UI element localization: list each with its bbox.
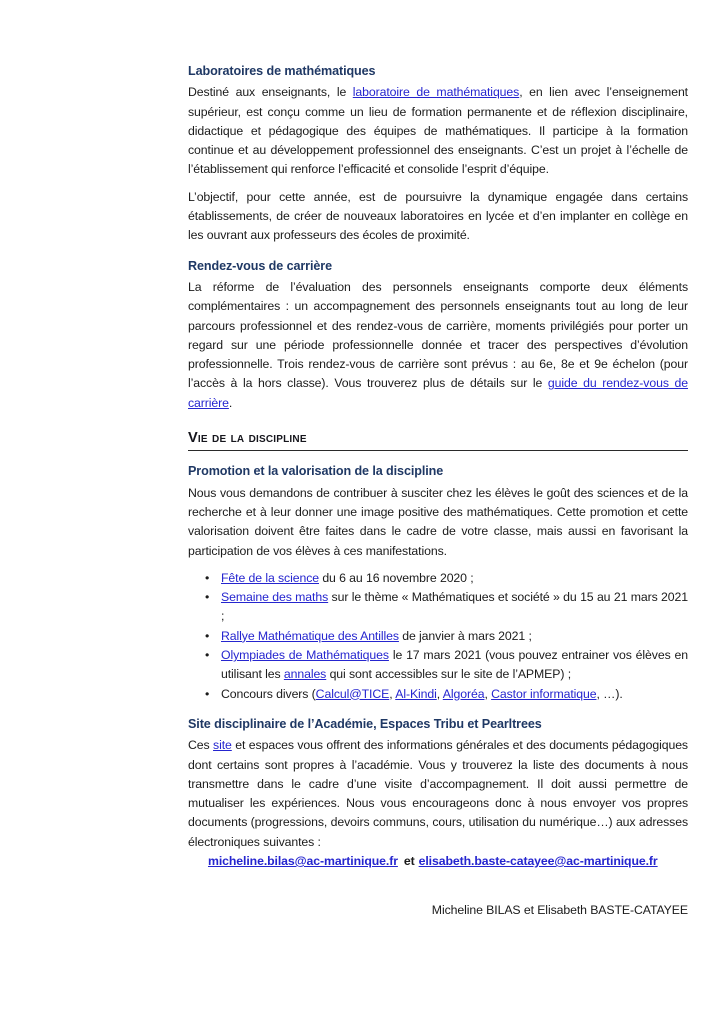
concours-text-before: Concours divers ( xyxy=(221,686,316,701)
site-text-before: Ces xyxy=(188,738,214,753)
site-paragraph xyxy=(188,736,688,852)
list-item-concours-divers xyxy=(188,685,688,704)
list-item-rallye xyxy=(188,627,688,646)
concours-sep-3: , xyxy=(484,686,492,701)
concours-text-after: , …). xyxy=(596,686,623,701)
list-item-semaine-des-maths xyxy=(188,588,688,627)
olympiades-text-after: qui sont accessibles sur le site de l’APMEP) ; xyxy=(326,667,572,682)
site-heading: Site disciplinaire de l’Académie, Espaces Tribu et Pearltrees xyxy=(188,716,542,731)
calcul-tice-link[interactable]: Calcul@TICE xyxy=(315,686,390,701)
labs-heading: Laboratoires de mathématiques xyxy=(188,64,376,78)
promotion-paragraph: Nous vous demandons de contribuer à susciter chez les élèves le goût des sciences et de la recherche et à leur donner une image positive des mathématiques. Cette promotion et cette valorisation doivent être faites dans le cadre de votre classe, mais aussi en favorisant la participation de vos élèves à ces manifestations. xyxy=(188,485,688,558)
rallye-link[interactable]: Rallye Mathématique des Antilles xyxy=(221,628,399,643)
labs-text-after: , en lien avec l’enseignement supérieur, est conçu comme un lieu de formation permanente et de réflexion disciplinaire, didactique et pédagogique des équipes de mathématiques. Il participe à la formation continue et au développement professionnel des enseignants. C’est un projet à l’échelle de l’établissement qui renforce l’efficacité et consolide l’esprit d’équipe. xyxy=(188,85,688,177)
semaine-text: sur le thème « Mathématiques et société » du 15 au 21 mars 2021 ; xyxy=(221,590,688,624)
newsletter-body xyxy=(188,62,688,929)
olympiades-link[interactable]: Olympiades de Mathématiques xyxy=(221,648,389,663)
section-heading-vie-de-la-discipline: Vie de la discipline xyxy=(188,429,688,451)
fete-text: du 6 au 16 novembre 2020 ; xyxy=(319,570,474,585)
algorea-link[interactable]: Algoréa xyxy=(442,686,485,701)
list-item-fete-de-la-science xyxy=(188,569,688,588)
career-guide-link[interactable]: guide du rendez-vous de carrière xyxy=(188,376,689,410)
email-line xyxy=(208,852,688,871)
email-link-elisabeth[interactable]: elisabeth.baste-catayee@ac-martinique.fr xyxy=(418,853,658,868)
site-link[interactable]: site xyxy=(213,738,232,753)
labs-text-before: Destiné aux enseignants, le xyxy=(188,85,353,100)
career-text-after: . xyxy=(228,395,233,410)
email-link-micheline[interactable]: micheline.bilas@ac-martinique.fr xyxy=(208,853,398,868)
castor-informatique-link[interactable]: Castor informatique xyxy=(491,686,597,701)
career-heading: Rendez-vous de carrière xyxy=(188,258,332,273)
events-list xyxy=(188,569,688,704)
labs-link[interactable]: laboratoire de mathématiques xyxy=(352,85,520,100)
labs-paragraph-1 xyxy=(188,83,688,179)
rallye-text: de janvier à mars 2021 ; xyxy=(398,628,532,643)
labs-paragraph-2: L’objectif, pour cette année, est de poursuivre la dynamique engagée dans certains établissements, de créer de nouveaux laboratoires en lycée et d’en implanter en collège en les ouvrant aux professeurs des écoles de proximité. xyxy=(188,189,688,243)
career-paragraph xyxy=(188,278,688,413)
semaine-des-maths-link[interactable]: Semaine des maths xyxy=(221,590,329,605)
list-item-olympiades xyxy=(188,646,688,685)
promotion-heading: Promotion et la valorisation de la discipline xyxy=(188,464,444,479)
email-separator: et xyxy=(403,853,415,868)
site-text-after: et espaces vous offrent des informations générales et des documents pédagogiques dont certains sont propres à l’académie. Vous y trouverez la liste des documents à nous transmettre dans le cadre d’une visite d’accompagnement. Il doit aussi permettre de mutualiser les expériences. Nous vous encourageons donc à nous envoyer vos propres documents (progressions, devoirs communs, cours, utilisation du numérique…) aux adresses électroniques suivantes : xyxy=(188,738,688,849)
annales-link[interactable]: annales xyxy=(283,667,327,682)
olympiades-text-mid: le 17 mars 2021 (vous pouvez entrainer vos élèves en utilisant les xyxy=(221,648,688,682)
career-text-before: La réforme de l’évaluation des personnels enseignants comporte deux éléments complémentaires : un accompagnement des personnels enseignants tout au long de leur parcours professionnel et des rendez-vous de carrière, moments privilégiés pour porter un regard sur une période professionnelle donnée et tracer des perspectives d’évolution professionnelle. Trois rendez-vous de carrière sont prévus : au 6e, 8e et 9e échelon (pour l’accès à la hors classe). Vous trouverez plus de détails sur le xyxy=(188,279,688,391)
fete-de-la-science-link[interactable]: Fête de la science xyxy=(221,570,319,585)
signature: Micheline BILAS et Elisabeth BASTE-CATAYEE xyxy=(431,903,688,918)
concours-sep-2: , xyxy=(436,686,443,701)
concours-sep-1: , xyxy=(389,686,396,701)
al-kindi-link[interactable]: Al-Kindi xyxy=(395,686,437,701)
